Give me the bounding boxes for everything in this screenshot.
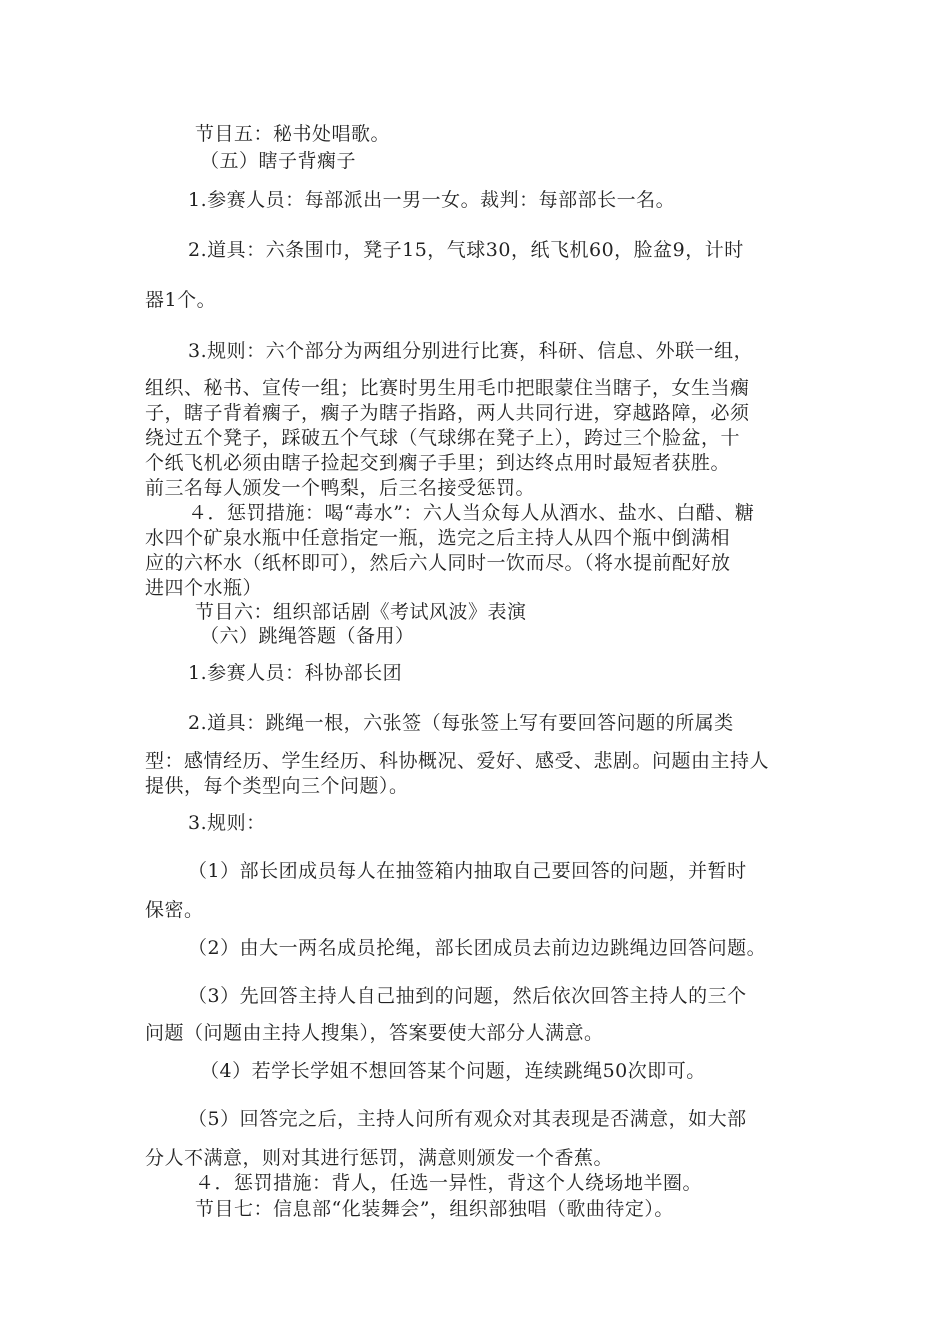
section-five-item-4: ４．惩罚措施：喝“毒水”：六人当众每人从酒水、盐水、白醋、糖: [188, 502, 755, 524]
rule-4: （4）若学长学姐不想回答某个问题，连续跳绳50次即可。: [200, 1060, 706, 1082]
program-seven-heading: 节目七：信息部“化装舞会”，组织部独唱（歌曲待定）。: [195, 1198, 674, 1220]
rule-1: （1）部长团成员每人在抽签箱内抽取自己要回答的问题，并暂时: [188, 860, 747, 882]
section-six-item-2-cont: 型：感情经历、学生经历、科协概况、爱好、感受、悲剧。问题由主持人: [145, 750, 770, 772]
program-six-heading: 节目六：组织部话剧《考试风波》表演: [195, 601, 527, 623]
section-five-item-4-cont: 应的六杯水（纸杯即可），然后六人同时一饮而尽。（将水提前配好放: [145, 552, 731, 574]
section-six-item-2: 2.道具：跳绳一根，六张签（每张签上写有要回答问题的所属类: [188, 712, 734, 734]
section-five-item-2-cont: 器1个。: [145, 289, 217, 311]
section-five-item-3-cont: 个纸飞机必须由瞎子捡起交到瘸子手里；到达终点用时最短者获胜。: [145, 452, 731, 474]
section-six-item-4: ４．惩罚措施：背人，任选一异性，背这个人绕场地半圈。: [195, 1172, 703, 1194]
section-five-item-3: 3.规则：六个部分为两组分别进行比赛，科研、信息、外联一组，: [188, 340, 754, 362]
program-five-heading: 节目五：秘书处唱歌。: [195, 123, 391, 145]
section-five-item-1: 1.参赛人员：每部派出一男一女。裁判：每部部长一名。: [188, 189, 676, 211]
section-six-item-3: 3.规则：: [188, 812, 266, 834]
rule-3: （3）先回答主持人自己抽到的问题，然后依次回答主持人的三个: [188, 985, 747, 1007]
section-five-item-4-cont: 水四个矿泉水瓶中任意指定一瓶，选完之后主持人从四个瓶中倒满相: [145, 527, 731, 549]
section-five-title: （五）瞎子背瘸子: [200, 150, 357, 172]
section-five-item-3-cont: 组织、秘书、宣传一组；比赛时男生用毛巾把眼蒙住当瞎子，女生当瘸: [145, 377, 750, 399]
section-five-item-3-cont: 子，瞎子背着瘸子，瘸子为瞎子指路，两人共同行进，穿越路障，必须: [145, 402, 750, 424]
section-five-item-3-cont: 前三名每人颁发一个鸭梨，后三名接受惩罚。: [145, 477, 536, 499]
rule-2: （2）由大一两名成员抡绳，部长团成员去前边边跳绳边回答问题。: [188, 937, 767, 959]
section-six-item-2-cont: 提供，每个类型向三个问题）。: [145, 775, 409, 797]
rule-5-cont: 分人不满意，则对其进行惩罚，满意则颁发一个香蕉。: [145, 1147, 614, 1169]
rule-1-cont: 保密。: [145, 899, 204, 921]
section-five-item-2: 2.道具：六条围巾，凳子15，气球30，纸飞机60，脸盆9，计时: [188, 239, 744, 261]
rule-3-cont: 问题（问题由主持人搜集），答案要使大部分人满意。: [145, 1022, 604, 1044]
section-five-item-3-cont: 绕过五个凳子，踩破五个气球（气球绑在凳子上），跨过三个脸盆，十: [145, 427, 741, 449]
section-five-item-4-cont: 进四个水瓶）: [145, 577, 263, 599]
section-six-title: （六）跳绳答题（备用）: [200, 625, 415, 647]
section-six-item-1: 1.参赛人员：科协部长团: [188, 662, 403, 684]
rule-5: （5）回答完之后，主持人问所有观众对其表现是否满意，如大部: [188, 1108, 747, 1130]
